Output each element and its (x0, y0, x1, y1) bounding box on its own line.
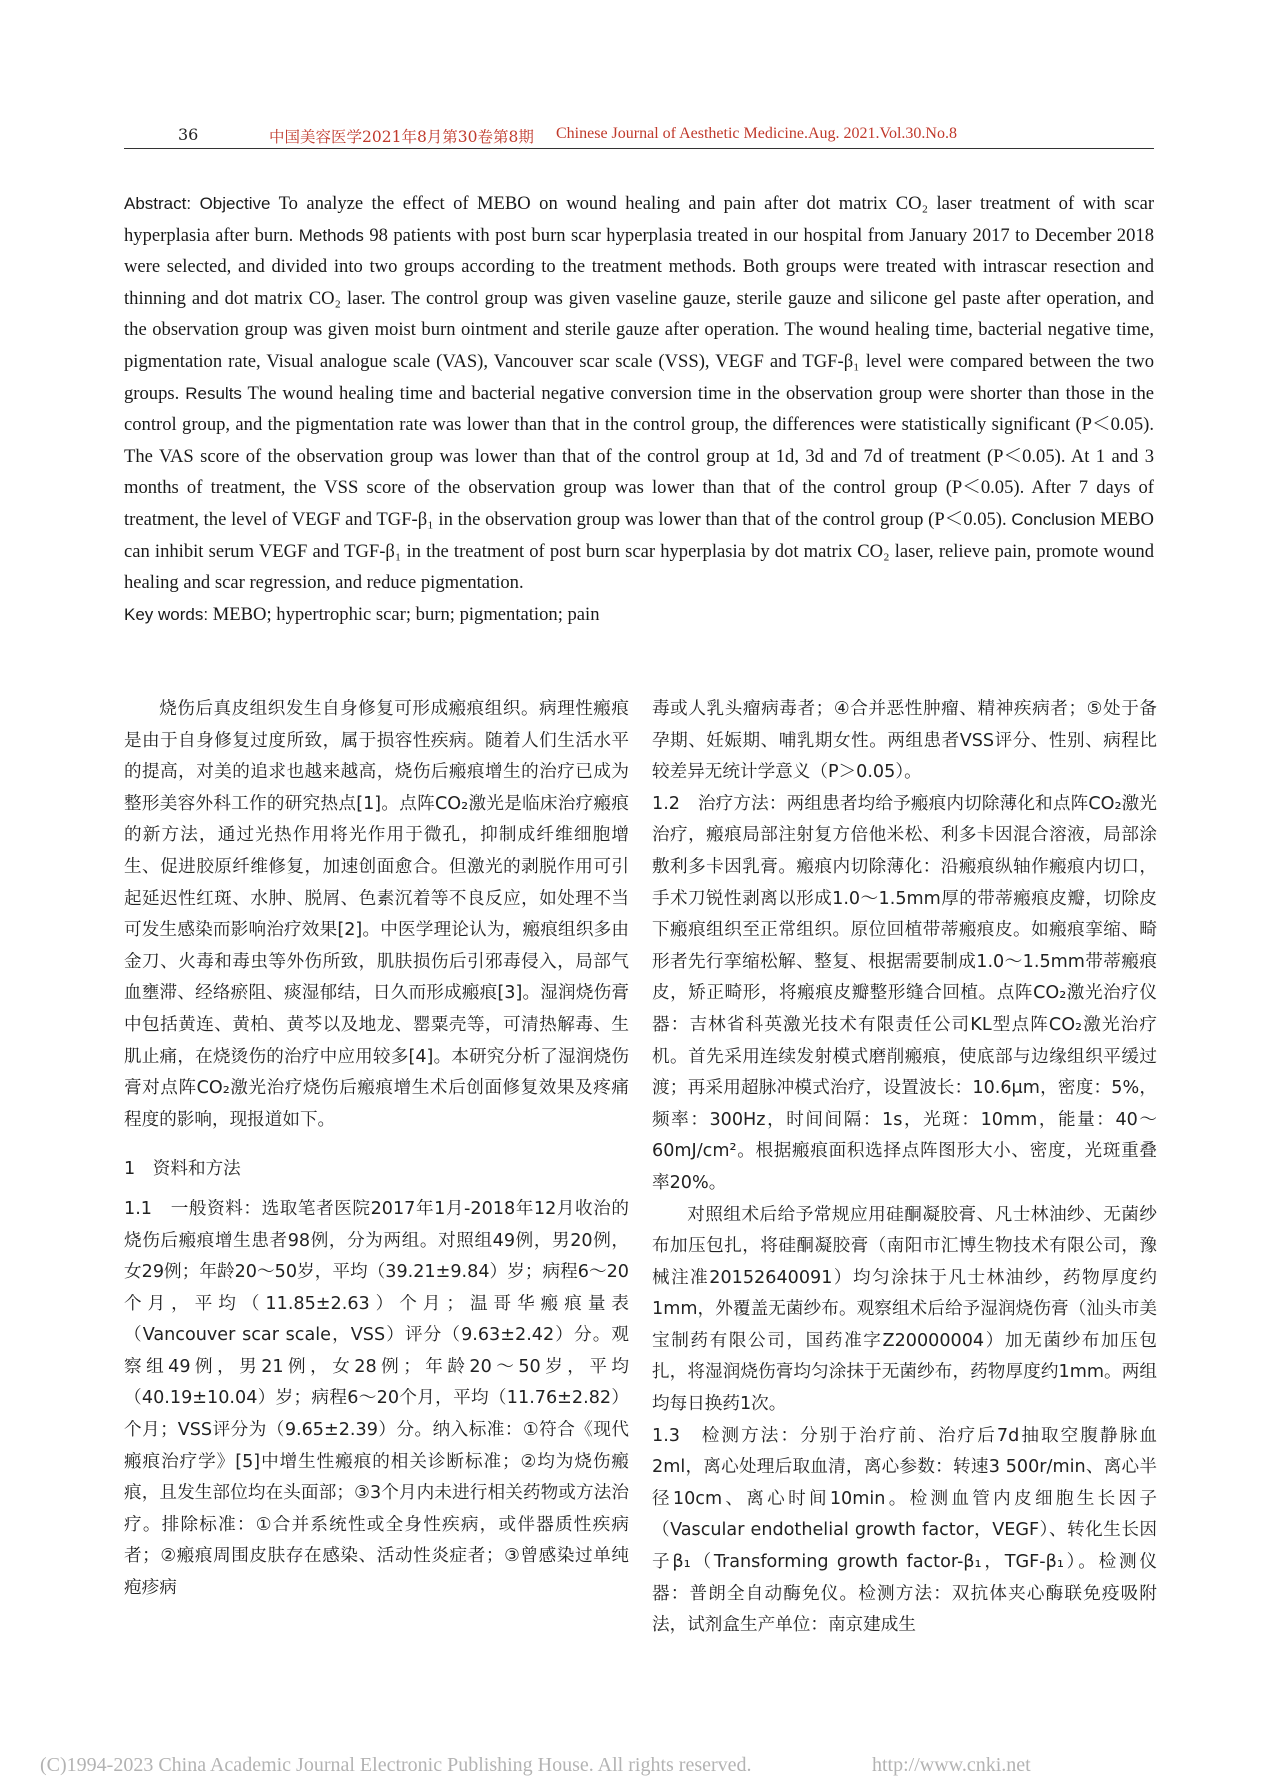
continued-paragraph: 毒或人乳头瘤病毒者；④合并恶性肿瘤、精神疾病者；⑤处于备孕期、妊娠期、哺乳期女性。两组患者VSS评分、性别、病程比较差异无统计学意义（P＞0.05）。 (652, 699, 1157, 783)
left-column (124, 694, 629, 1605)
section-1-1-paragraph: 1.1 一般资料：选取笔者医院2017年1月-2018年12月收治的烧伤后瘢痕增生患者98例，分为两组。对照组49例，男20例，女29例；年龄20～50岁，平均（39.21±9.84）岁；病程6～20个月，平均（11.85±2.63）个月；温哥华瘢痕量表（Vancouver scar scale，VSS）评分（9.63±2.42）分。观察组49例，男21例，女28例；年龄20～50岁，平均（40.19±10.04）岁；病程6～20个月，平均（11.76±2.82）个月；VSS评分为（9.65±2.39）分。纳入标准：①符合《现代瘢痕治疗学》[5]中增生性瘢痕的相关诊断标准；②均为烧伤瘢痕，且发生部位均在头面部；③3个月内未进行相关药物或方法治疗。排除标准：①合并系统性或全身性疾病，或伴器质性疾病者；②瘢痕周围皮肤存在感染、活动性炎症者；③曾感染过单纯疱疹病 (124, 1198, 629, 1599)
keywords-line (124, 599, 1154, 631)
abstract-conclusion: MEBO can inhibit serum VEGF and TGF-β₁ in the treatment of post burn scar hyperplasia by dot matrix CO₂ laser, relieve pain, promote wound healing and scar regression, and reduce pigmentation. (124, 508, 1154, 594)
header-rule (124, 148, 1154, 149)
intro-paragraph: 烧伤后真皮组织发生自身修复可形成瘢痕组织。病理性瘢痕是由于自身修复过度所致，属于损容性疾病。随着人们生活水平的提高，对美的追求也越来越高，烧伤后瘢痕增生的治疗已成为整形美容外科工作的研究热点[1]。点阵CO₂激光是临床治疗瘢痕的新方法，通过光热作用将光作用于微孔，抑制成纤维细胞增生、促进胶原纤维修复，加速创面愈合。但激光的剥脱作用可引起延迟性红斑、水肿、脱屑、色素沉着等不良反应，如处理不当可发生感染而影响治疗效果[2]。中医学理论认为，瘢痕组织多由金刀、火毒和毒虫等外伤所致，肌肤损伤后引邪毒侵入，局部气血壅滞、经络瘀阻、痰湿郁结，日久而形成瘢痕[3]。湿润烧伤膏中包括黄连、黄柏、黄芩以及地龙、罂粟壳等，可清热解毒、生肌止痛，在烧烫伤的治疗中应用较多[4]。本研究分析了湿润烧伤膏对点阵CO₂激光治疗烧伤后瘢痕增生术后创面修复效果及疼痛程度的影响，现报道如下。 (124, 699, 629, 1130)
conclusion-label: Conclusion (1011, 509, 1096, 529)
right-column (652, 694, 1157, 1642)
abstract-label: Abstract: Objective (124, 194, 271, 213)
page-number: 36 (178, 125, 199, 144)
abstract-body (124, 188, 1154, 599)
section-1-2-paragraph: 1.2 治疗方法：两组患者均给予瘢痕内切除薄化和点阵CO₂激光治疗，瘢痕局部注射复方倍他米松、利多卡因混合溶液，局部涂敷利多卡因乳膏。瘢痕内切除薄化：沿瘢痕纵轴作瘢痕内切口，手术刀锐性剥离以形成1.0～1.5mm厚的带蒂瘢痕皮瓣，切除皮下瘢痕组织至正常组织。原位回植带蒂瘢痕皮。如瘢痕挛缩、畸形者先行挛缩松解、整复、根据需要制成1.0～1.5mm带蒂瘢痕皮，矫正畸形，将瘢痕皮瓣整形缝合回植。点阵CO₂激光治疗仪器：吉林省科英激光技术有限责任公司KL型点阵CO₂激光治疗机。首先采用连续发射模式磨削瘢痕，使底部与边缘组织平缓过渡；再采用超脉冲模式治疗，设置波长：10.6μm，密度：5%，频率：300Hz，时间间隔：1s，光斑：10mm，能量：40～60mJ/cm²。根据瘢痕面积选择点阵图形大小、密度，光斑重叠率20%。 (652, 793, 1157, 1193)
keywords-text: MEBO; hypertrophic scar; burn; pigmentation; pain (212, 603, 600, 625)
keywords-label: Key words: (124, 604, 209, 624)
running-header (124, 122, 1154, 148)
abstract-results: The wound healing time and bacterial negative conversion time in the observation group were shorter than those in the control group, and the pigmentation rate was lower than that in the control group, the differences were statistically significant (P＜0.05). The VAS score of the observation group was lower than that of the control group at 1d, 3d and 7d of treatment (P＜0.05). At 1 and 3 months of treatment, the VSS score of the observation group was lower than that of the control group (P＜0.05). After 7 days of treatment, the level of VEGF and TGF-β₁ in the observation group was lower than that of the control group (P＜0.05). (124, 382, 1155, 530)
abstract (124, 188, 1154, 630)
copyright-notice: (C)1994-2023 China Academic Journal Electronic Publishing House. All rights reserved. (40, 1754, 752, 1776)
abstract-methods: 98 patients with post burn scar hyperplasia treated in our hospital from January 2017 to December 2018 were selected, and divided into two groups according to the treatment methods. Both groups were treated with intrascar resection and thinning and dot matrix CO₂ laser. The control group was given vaseline gauze, sterile gauze and silicone gel paste after operation, and the observation group was given moist burn ointment and sterile gauze after operation. The wound healing time, bacterial negative time, pigmentation rate, Visual analogue scale (VAS), Vancouver scar scale (VSS), VEGF and TGF-β₁ level were compared between the two groups. (124, 224, 1154, 404)
section-heading-materials-methods: 1 资料和方法 (124, 1159, 241, 1180)
journal-title-cn: 中国美容医学2021年8月第30卷第8期 (269, 128, 534, 146)
journal-title-en: Chinese Journal of Aesthetic Medicine.Aug. 2021.Vol.30.No.8 (556, 125, 957, 142)
methods-label: Methods (298, 225, 364, 245)
abstract-objective: To analyze the effect of MEBO on wound healing and pain after dot matrix CO₂ laser treatment of with scar hyperplasia after burn. (124, 193, 1155, 246)
section-1-2-control-paragraph: 对照组术后给予常规应用硅酮凝胶膏、凡士林油纱、无菌纱布加压包扎，将硅酮凝胶膏（南阳市汇博生物技术有限公司，豫械注准20152640091）均匀涂抹于凡士林油纱，药物厚度约1mm，外覆盖无菌纱布。观察组术后给予湿润烧伤膏（汕头市美宝制药有限公司，国药准字Z20000004）加无菌纱布加压包扎，将湿润烧伤膏均匀涂抹于无菌纱布，药物厚度约1mm。两组均每日换药1次。 (652, 1204, 1157, 1415)
section-1-3-paragraph: 1.3 检测方法：分别于治疗前、治疗后7d抽取空腹静脉血2ml，离心处理后取血清，离心参数：转速3 500r/min、离心半径10cm、离心时间10min。检测血管内皮细胞生长因子（Vascular endothelial growth factor，VEGF）、转化生长因子β₁（Transforming growth factor-β₁，TGF-β₁）。检测仪器：普朗全自动酶免仪。检测方法：双抗体夹心酶联免疫吸附法，试剂盒生产单位：南京建成生 (652, 1425, 1157, 1636)
footer-url: http://www.cnki.net (872, 1754, 1031, 1776)
results-label: Results (185, 383, 242, 403)
